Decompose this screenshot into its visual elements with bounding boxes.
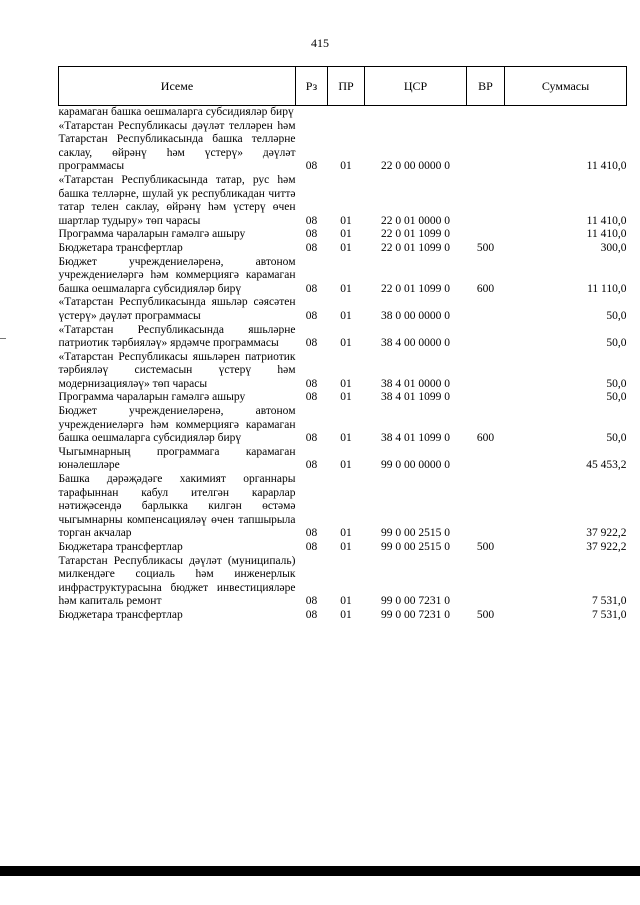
cell-name: Программа чараларын гамәлгә ашыру [58, 391, 246, 404]
cell-csr: 38 4 01 1099 0 [381, 432, 450, 445]
cell-csr: 99 0 00 2515 0 [381, 527, 450, 540]
cell-csr: 38 4 00 0000 0 [381, 337, 450, 350]
table-row [59, 555, 627, 609]
cell-sum: 50,0 [606, 309, 627, 322]
cell-name: Бюджетара трансфертлар [58, 608, 183, 621]
cell-pr: 01 [340, 432, 352, 445]
cell-rz: 08 [305, 228, 318, 241]
cell-rz: 08 [305, 214, 318, 227]
cell-pr: 01 [340, 608, 352, 621]
cell-rz: 08 [305, 309, 318, 322]
cell-sum: 37 922,2 [586, 527, 627, 540]
cell-name: Башка дәрәҗәдәге хакимият органнары тарафыннан кабул ителгән карарлар нәтиҗәсендә барлыкка килгән өстәмә чыгымнарны компенсацияләү өчен тапшырыла торган акчалар [58, 473, 296, 540]
cell-csr: 22 0 01 1099 0 [381, 282, 450, 295]
cell-sum: 50,0 [606, 377, 627, 390]
cell-name: Татарстан Республикасы дәүләт (муниципаль) милкендәге социаль һәм инженерлык инфраструктурасына бюджет инвестицияләре һәм капиталь ремонт [58, 554, 296, 608]
cell-pr: 01 [340, 541, 352, 553]
cell-vr: 500 [476, 241, 495, 254]
table-row [59, 228, 627, 242]
table-body [59, 106, 627, 623]
cell-csr: 22 0 01 1099 0 [381, 228, 450, 241]
cell-name: «Татарстан Республикасы дәүләт телләрен һәм Татарстан Республикасында башка телләрне саклау, өйрәнү һәм үстерү» дәүләт программасы [58, 119, 296, 173]
header-vr: ВР [467, 67, 505, 106]
cell-sum: 7 531,0 [592, 608, 627, 621]
cell-vr [467, 555, 505, 609]
cell-pr [328, 106, 365, 120]
cell-csr: 99 0 00 2515 0 [381, 541, 450, 553]
cell-vr [467, 391, 505, 405]
cell-pr: 01 [340, 160, 352, 173]
cell-csr [365, 106, 467, 120]
cell-pr: 01 [340, 282, 352, 295]
cell-name: «Татарстан Республикасында яшьләр сәясәтен үстерү» дәүләт программасы [58, 296, 296, 322]
cell-sum: 50,0 [606, 432, 627, 445]
table-row [59, 174, 627, 228]
cell-name: Программа чараларын гамәлгә ашыру [58, 228, 246, 241]
cell-name: Бюджет учреждениеләренә, автоном учреждениеләргә һәм коммерциягә карамаган башка оешмаларга субсидияләр бирү [58, 405, 296, 445]
cell-vr [467, 228, 505, 242]
cell-name: «Татарстан Республикасы яшьләрен патриотик тәрбияләү системасын үстерү һәм модернизацияләү» төп чарасы [58, 350, 296, 390]
header-csr: ЦСР [365, 67, 467, 106]
cell-vr [467, 120, 505, 174]
cell-sum: 50,0 [606, 391, 627, 404]
cell-pr: 01 [340, 391, 352, 404]
cell-name: Бюджетара трансфертлар [58, 241, 183, 254]
cell-rz: 08 [305, 282, 318, 295]
cell-rz: 08 [305, 595, 318, 608]
cell-rz: 08 [305, 241, 318, 254]
cell-csr: 22 0 00 0000 0 [381, 160, 450, 173]
header-rz: Рз [296, 67, 328, 106]
cell-csr: 38 4 01 1099 0 [381, 391, 450, 404]
cell-pr: 01 [340, 377, 352, 390]
cell-sum: 11 110,0 [587, 282, 627, 295]
cell-rz: 08 [305, 337, 318, 350]
cell-csr: 99 0 00 7231 0 [381, 595, 450, 608]
cell-name: Бюджет учреждениеләренә, автоном учреждениеләргә һәм коммерциягә карамаган башка оешмаларга субсидияләр бирү [58, 255, 296, 295]
cell-sum: 50,0 [606, 337, 627, 350]
cell-pr: 01 [340, 309, 352, 322]
cell-csr: 99 0 00 0000 0 [381, 459, 450, 472]
cell-pr: 01 [340, 241, 352, 254]
cell-rz: 08 [305, 608, 318, 621]
cell-rz: 08 [305, 432, 318, 445]
budget-table [58, 66, 627, 623]
cell-rz: 08 [305, 527, 318, 540]
cell-vr [467, 324, 505, 351]
table-row [59, 106, 627, 120]
cell-vr [467, 473, 505, 541]
page-number: 415 [311, 36, 329, 50]
table-row [59, 391, 627, 405]
table-row [59, 541, 627, 555]
cell-csr: 22 0 01 0000 0 [381, 214, 450, 227]
cell-sum: 300,0 [600, 241, 627, 254]
cell-csr: 38 4 01 0000 0 [381, 377, 450, 390]
cell-name: «Татарстан Республикасында яшьләрне патриотик тәрбияләү» ярдәмче программасы [58, 323, 296, 350]
cell-name: Чыгымнарның программага карамаган юнәлешләре [58, 445, 296, 472]
cell-pr: 01 [340, 527, 352, 540]
cell-pr: 01 [340, 228, 352, 241]
cell-vr: 600 [476, 282, 495, 295]
cell-rz: 08 [305, 160, 318, 173]
cell-vr: 500 [476, 541, 495, 553]
cell-pr: 01 [340, 214, 352, 227]
cell-name: «Татарстан Республикасында татар, рус һәм башка телләрне, шулай ук республикадан читтә татар телен саклау, өйрәнү һәм үстерү өчен шартлар тудыру» төп чарасы [58, 173, 296, 227]
table-row [59, 351, 627, 392]
cell-csr: 38 0 00 0000 0 [381, 309, 450, 322]
cell-pr: 01 [340, 337, 352, 350]
cell-sum [505, 106, 627, 120]
cell-vr [467, 106, 505, 120]
cell-vr [467, 446, 505, 473]
table-row [59, 120, 627, 174]
cell-csr: 99 0 00 7231 0 [381, 608, 450, 621]
cell-rz: 08 [305, 459, 318, 472]
cell-pr: 01 [340, 459, 352, 472]
header-pr: ПР [328, 67, 365, 106]
cell-sum: 11 410,0 [586, 160, 627, 173]
header-name: Исеме [59, 67, 296, 106]
cell-sum: 11 410,0 [586, 214, 627, 227]
cell-rz: 08 [305, 541, 318, 553]
cell-vr [467, 174, 505, 228]
cell-sum: 11 410,0 [586, 228, 627, 241]
header-sum: Суммасы [505, 67, 627, 106]
table-row [59, 446, 627, 473]
table-row [59, 609, 627, 623]
table-row [59, 324, 627, 351]
cell-csr: 22 0 01 1099 0 [381, 241, 450, 254]
cell-sum: 45 453,2 [586, 459, 627, 472]
cell-name: карамаган башка оешмаларга субсидияләр бирү [58, 106, 294, 118]
table-row [59, 296, 627, 323]
cell-rz: 08 [305, 391, 318, 404]
table-row [59, 242, 627, 256]
table-row [59, 256, 627, 297]
table-row [59, 473, 627, 541]
table-header [59, 67, 627, 106]
scan-bottom-edge [0, 866, 640, 876]
cell-pr: 01 [340, 595, 352, 608]
cell-vr: 600 [476, 432, 495, 445]
cell-rz: 08 [305, 377, 318, 390]
cell-rz [296, 106, 328, 120]
cell-vr [467, 296, 505, 323]
cell-vr [467, 351, 505, 392]
table-row [59, 405, 627, 446]
cell-sum: 37 922,2 [586, 541, 627, 553]
scan-mark [0, 338, 6, 339]
cell-vr: 500 [476, 608, 495, 621]
cell-name: Бюджетара трансфертлар [58, 541, 183, 553]
cell-sum: 7 531,0 [592, 595, 627, 608]
